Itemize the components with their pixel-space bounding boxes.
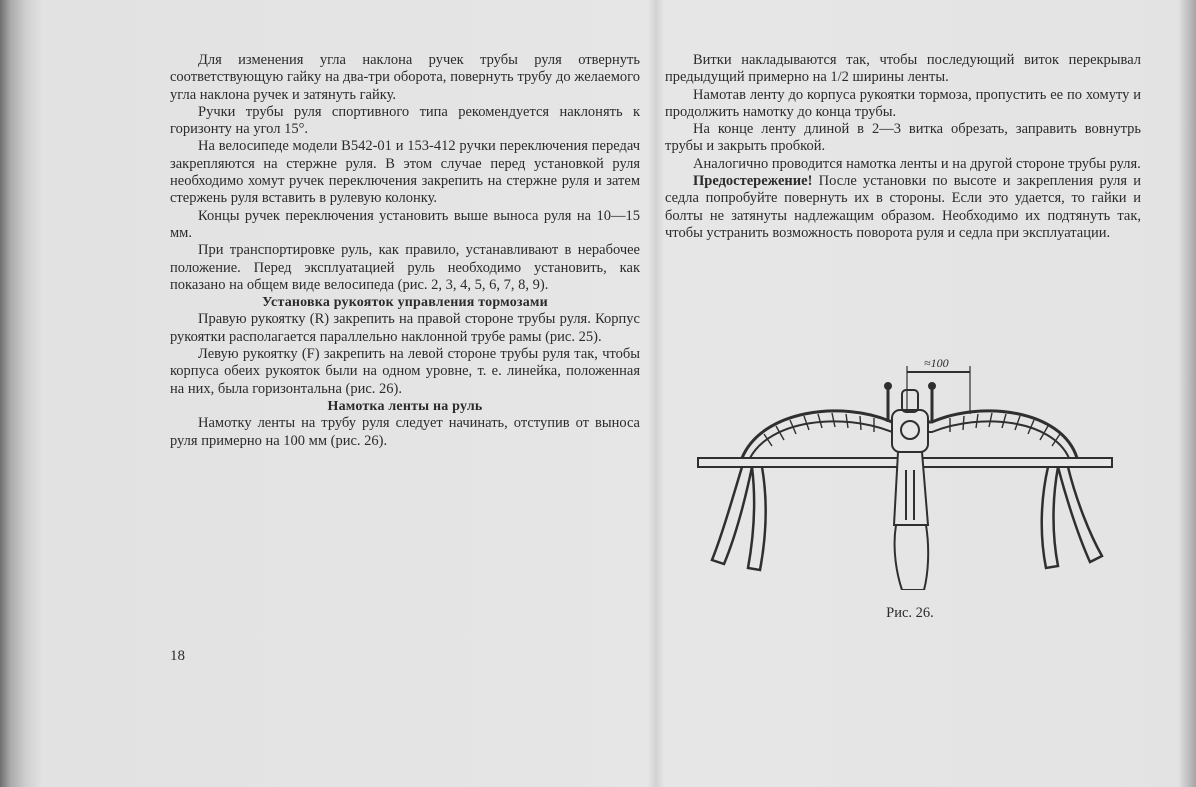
page-gutter [648,0,664,787]
page-number: 18 [170,648,185,664]
dimension-label: ≈100 [924,356,949,370]
section-heading-tape-wrapping: Намотка ленты на руль [327,398,483,414]
left-page-text [170,52,640,450]
paragraph: На конце ленту длиной в 2—3 витка обрезать, заправить вовнутрь трубы и закрыть пробкой. [665,121,1141,155]
warning-text: После установки по высоте и закрепления руля и седла попробуйте повернуть их в стороны. Если это удается, то гайки и болты не затянуты надлежащим образом. Необходимо их подтянуть так, чтобы устранить возможность поворота руля и седла при эксплуатации. [665,173,1141,241]
paragraph: Аналогично проводится намотка ленты и на другой стороне трубы руля. [693,155,1141,172]
paragraph: Правую рукоятку (R) закрепить на правой стороне трубы руля. Корпус рукоятки располагается параллельно наклонной трубе рамы (рис. 25). [170,311,640,345]
paragraph: Витки накладываются так, чтобы последующий виток перекрывал предыдущий примерно на 1/2 ширины ленты. [665,52,1141,86]
paragraph: Ручки трубы руля спортивного типа рекомендуется наклонять к горизонту на угол 15°. [170,103,640,138]
figure-caption: Рис. 26. [886,605,934,621]
page-edge-shadow [1178,0,1196,787]
paragraph: Для изменения угла наклона ручек трубы руля отвернуть соответствующую гайку на два-три оборота, повернуть трубу до желаемого угла наклона ручек и затянуть гайку. [170,52,640,103]
paragraph: Левую рукоятку (F) закрепить на левой стороне трубы руля так, чтобы корпуса обеих рукояток были на одном уровне, т. е. линейка, положенная на них, была горизонтальна (рис. 26). [170,346,640,397]
handlebar-figure [692,350,1128,590]
warning-label: Предостережение! [693,173,813,190]
paragraph: Концы ручек переключения установить выше выноса руля на 10—15 мм. [170,207,640,241]
warning-paragraph [665,173,1141,242]
paragraph: На велосипеде модели В542-01 и 153-412 ручки переключения передач закрепляются на стержне руля. В этом случае перед установкой руля необходимо хомут ручек переключения закрепить на стержне руля и затем стержень руля вставить в рулевую колонку. [170,138,640,207]
book-spine-shadow [0,0,42,787]
paragraph: При транспортировке руль, как правило, устанавливают в нерабочее положение. Перед эксплуатацией руль необходимо установить, как показано на общем виде велосипеда (рис. 2, 3, 4, 5, 6, 7, 8, 9). [170,242,640,293]
stem-clamp [892,410,928,452]
paragraph: Намотав ленту до корпуса рукоятки тормоза, пропустить ее по хомуту и продолжить намотку до конца трубы. [665,86,1141,120]
section-heading-brake-levers: Установка рукояток управления тормозами [262,295,548,311]
right-page-text [665,52,1141,242]
paragraph: Намотку ленты на трубу руля следует начинать, отступив от выноса руля примерно на 100 мм (рис. 26). [170,415,640,449]
